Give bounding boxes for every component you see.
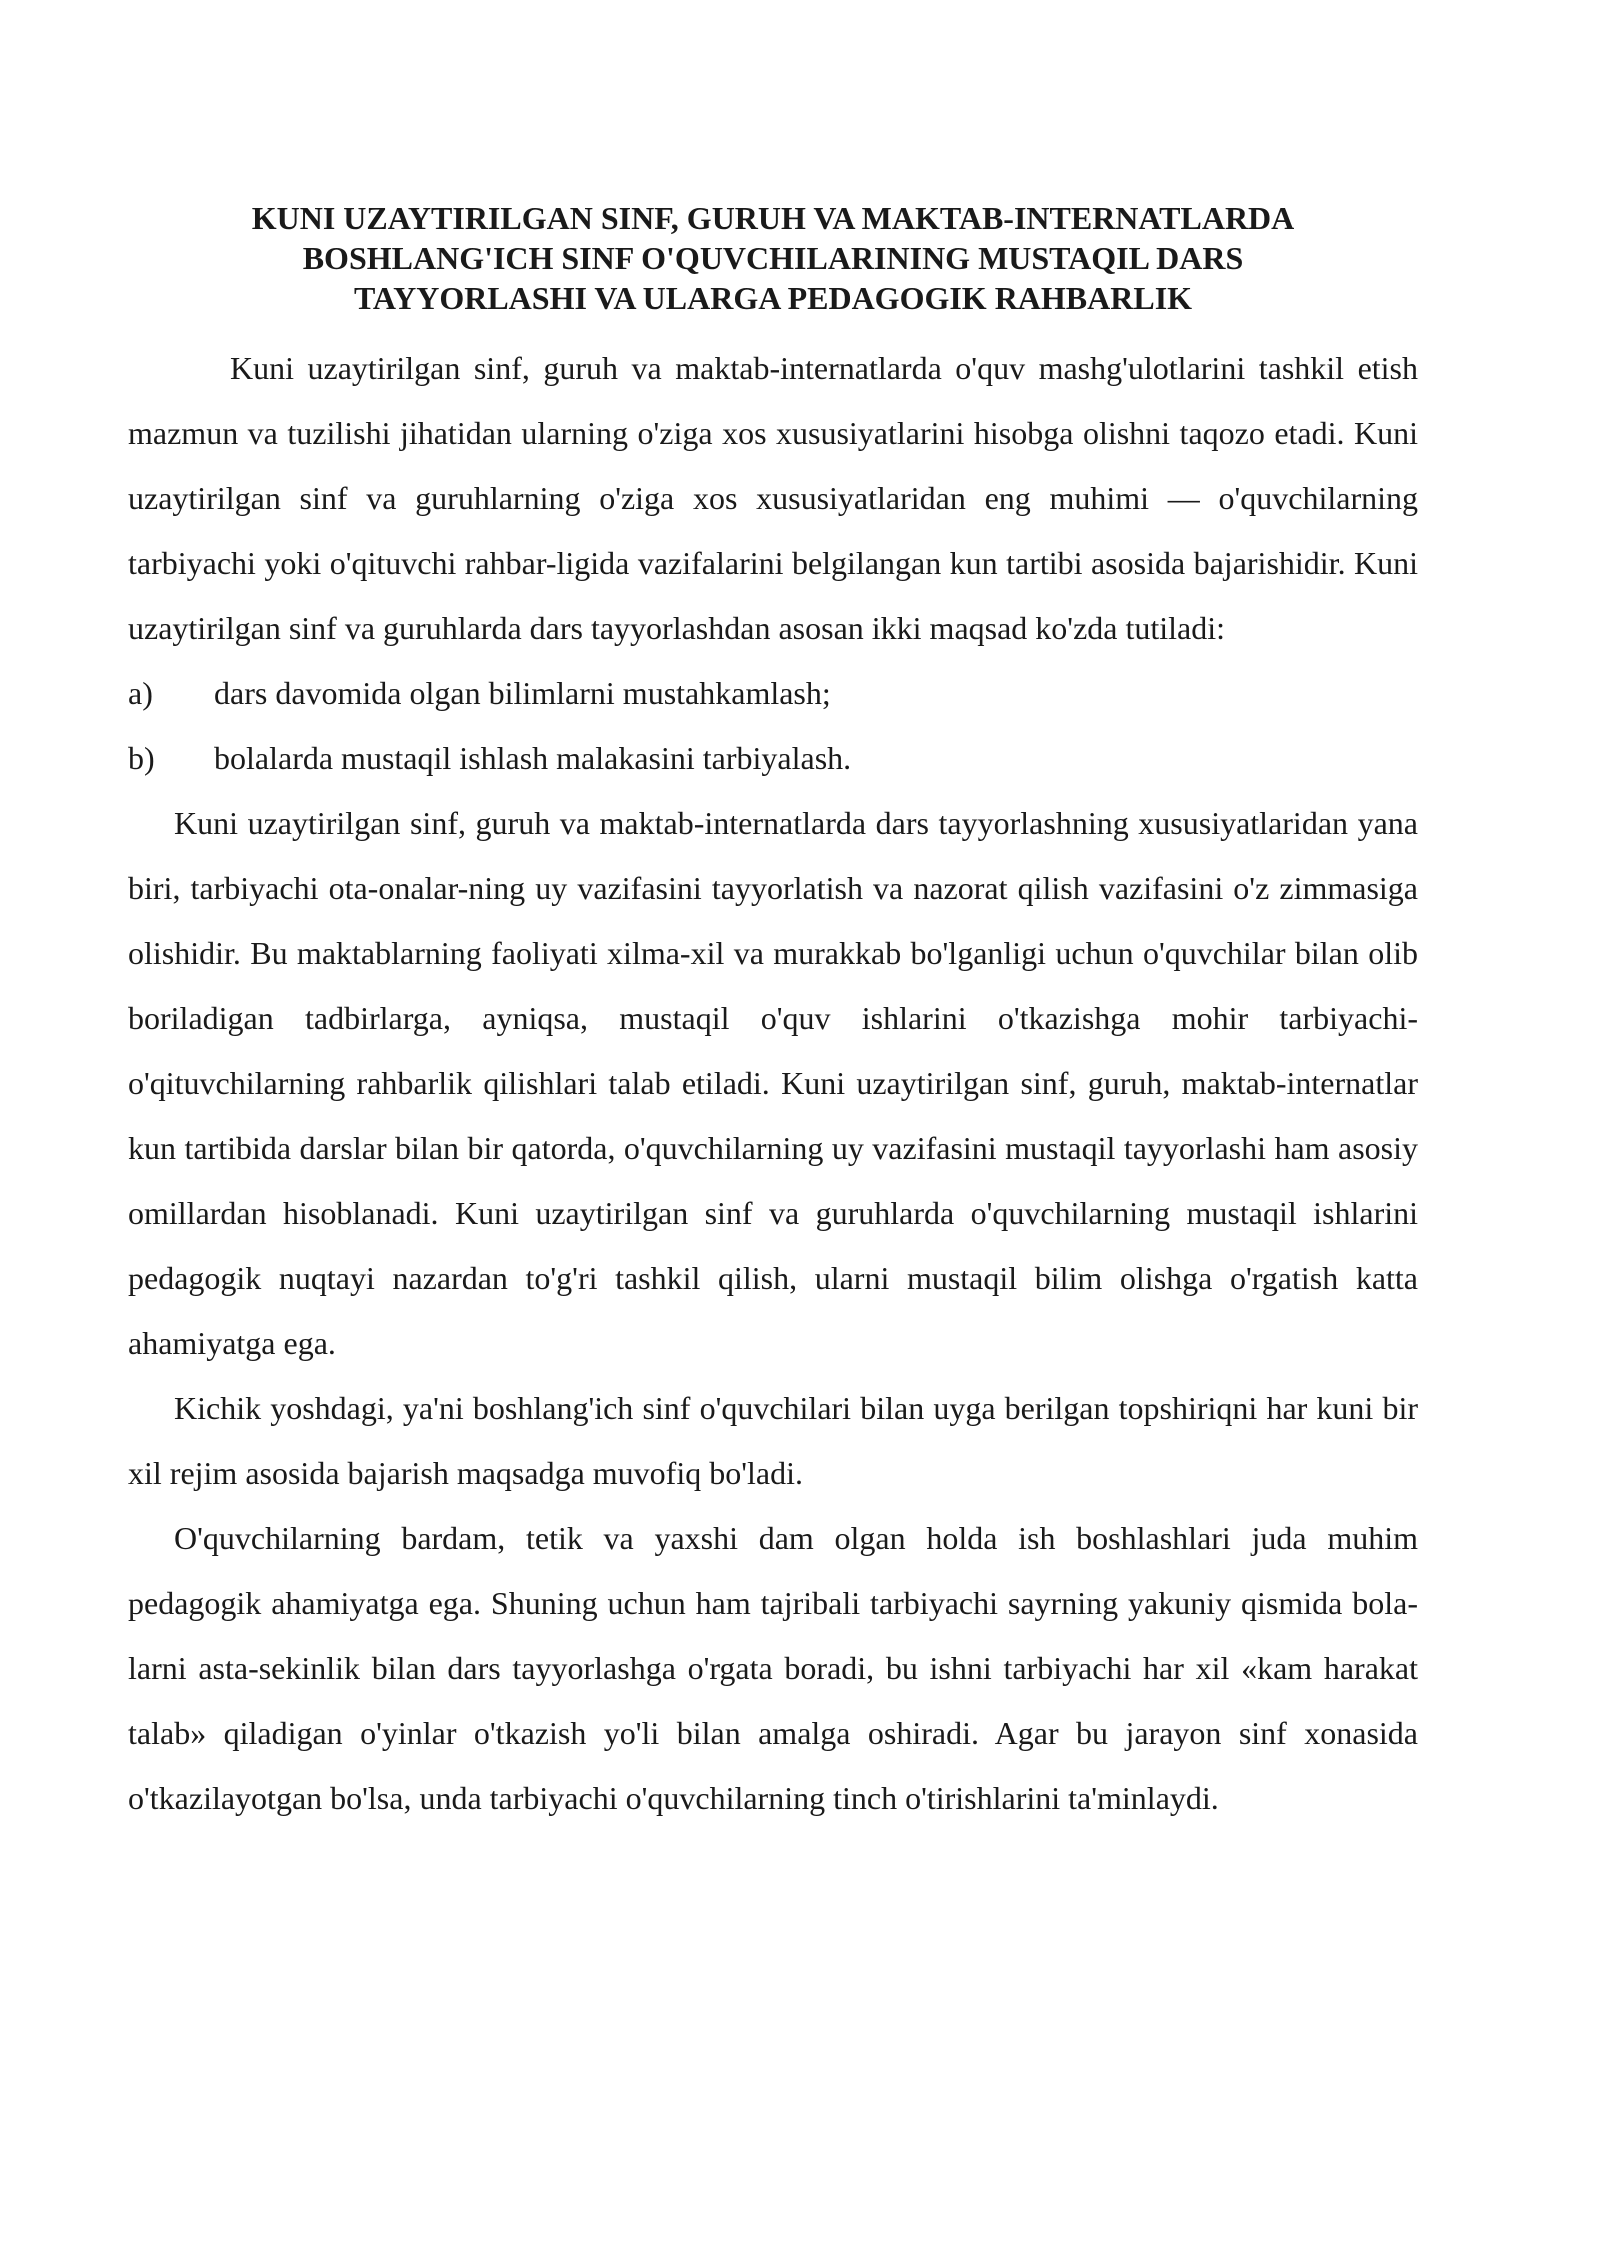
document-title [128,198,1418,318]
list-item [128,661,1418,726]
title-line: TAYYORLASHI VA ULARGA PEDAGOGIK RAHBARLIK [353,280,1193,316]
body-paragraph: Kuni uzaytirilgan sinf, guruh va maktab-internatlarda o'quv mashg'ulotlarini tashkil etish mazmun va tuzilishi jihatidan ularning o'ziga xos xususiyatlarini hisobga olishni taqozo etadi. Kuni uzaytirilgan sinf va guruhlarning o'ziga xos xususiyatlaridan eng muhimi — o'quvchilarning tarbiyachi yoki o'qituvchi rahbar-ligida vazifalarini belgilangan kun tartibi asosida bajarishidir. Kuni uzaytirilgan sinf va guruhlarda dars tayyorlashdan asosan ikki maqsad ko'zda tutiladi: [128,350,1418,646]
title-line: KUNI UZAYTIRILGAN SINF, GURUH VA MAKTAB-INTERNATLARDA [251,200,1295,236]
body-paragraph: O'quvchilarning bardam, tetik va yaxshi dam olgan holda ish boshlashlari juda muhim pedagogik ahamiyatga ega. Shuning uchun ham tajribali tarbiyachi sayrning yakuniy qismida bola-larni asta-sekinlik bilan dars tayyorlashga o'rgata boradi, bu ishni tarbiyachi har xil «kam harakat talab» qiladigan o'yinlar o'tkazish yo'li bilan amalga oshiradi. Agar bu jarayon sinf xonasida o'tkazilayotgan bo'lsa, unda tarbiyachi o'quvchilarning tinch o'tirishlarini ta'minlaydi. [128,1520,1418,1816]
title-line: BOSHLANG'ICH SINF O'QUVCHILARINING MUSTAQIL DARS [302,240,1244,276]
list-item-text: dars davomida olgan bilimlarni mustahkamlash; [214,675,831,711]
list-item-text: bolalarda mustaqil ishlash malakasini tarbiyalash. [214,740,852,776]
body-paragraph: Kichik yoshdagi, ya'ni boshlang'ich sinf o'quvchilari bilan uyga berilgan topshiriqni har kuni bir xil rejim asosida bajarish maqsadga muvofiq bo'ladi. [128,1390,1418,1491]
list-item [128,726,1418,791]
list-marker: a) [128,675,153,711]
body-paragraph: Kuni uzaytirilgan sinf, guruh va maktab-internatlarda dars tayyorlashning xususiyatlaridan yana biri, tarbiyachi ota-onalar-ning uy vazifasini tayyorlatish va nazorat qilish vazifasini o'z zimmasiga olishidir. Bu maktablarning faoliyati xilma-xil va murakkab bo'lganligi uchun o'quvchilar bilan olib boriladigan tadbirlarga, ayniqsa, mustaqil o'quv ishlarini o'tkazishga mohir tarbiyachi-o'qituvchilarning rahbarlik qilishlari talab etiladi. Kuni uzaytirilgan sinf, guruh, maktab-internatlar kun tartibida darslar bilan bir qatorda, o'quvchilarning uy vazifasini mustaqil tayyorlashi ham asosiy omillardan hisoblanadi. Kuni uzaytirilgan sinf va guruhlarda o'quvchilarning mustaqil ishlarini pedagogik nuqtayi nazardan to'g'ri tashkil qilish, ularni mustaqil bilim olishga o'rgatish katta ahamiyatga ega. [128,805,1418,1361]
list-marker: b) [128,740,155,776]
document-page [128,198,1418,1831]
